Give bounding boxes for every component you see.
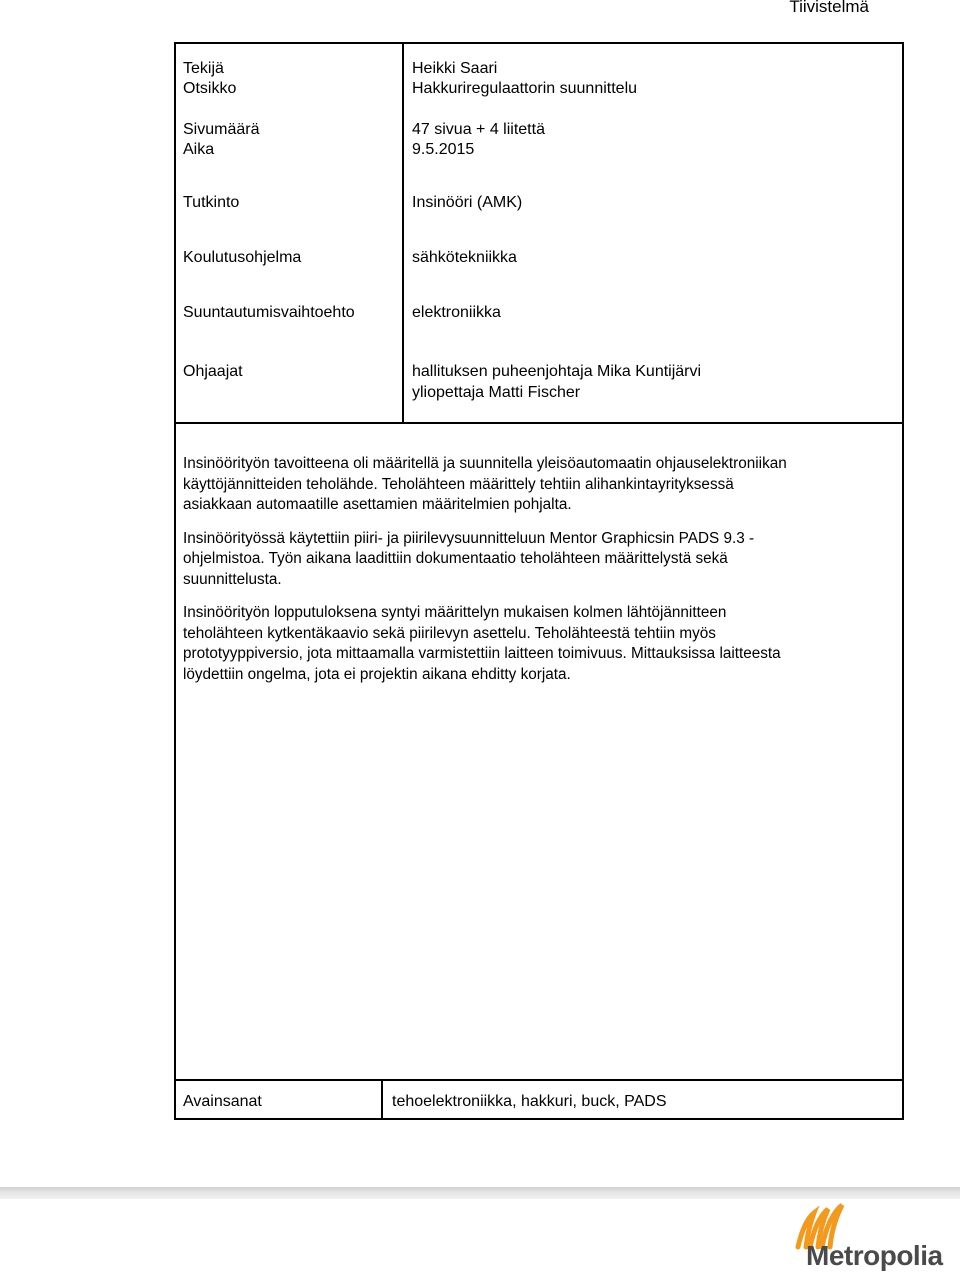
pages-value: 47 sivua + 4 liitettä <box>412 121 545 138</box>
meta-divider <box>174 422 904 424</box>
abstract-paragraph-3 <box>183 603 895 685</box>
abstract-line: prototyyppiversio, jota mittaamalla varmistettiin laitteen toimivuus. Mittauksissa laitteesta <box>183 645 781 662</box>
date-label: Aika <box>183 141 215 158</box>
abstract-line: löydettiin ongelma, jota ei projektin aikana ehditty korjata. <box>183 665 571 683</box>
keywords-divider <box>174 1079 904 1081</box>
abstract-line: Insinöörityön lopputuloksena syntyi määrittelyn mukaisen kolmen lähtöjännitteen <box>183 604 727 621</box>
abstract-line: käyttöjännitteiden teholähde. Teholähteen määrittely tehtiin alihankintayrityksessä <box>183 475 734 493</box>
author-label: Tekijä <box>183 60 224 77</box>
abstract-paragraph-1 <box>183 454 895 516</box>
specialisation-label: Suuntautumisvaihtoehto <box>183 304 355 321</box>
degree-label: Tutkinto <box>183 194 240 211</box>
abstract-line: teholähteen kytkentäkaavio sekä piirilevyn asettelu. Teholähteestä tehtiin myös <box>183 624 716 642</box>
date-value: 9.5.2015 <box>412 141 475 158</box>
footer-rule <box>0 1187 960 1199</box>
supervisor-2: yliopettaja Matti Fischer <box>412 384 581 401</box>
abstract-line: Insinöörityön tavoitteena oli määritellä ja suunnitella yleisöautomaatin ohjauselektroniikan <box>183 455 787 472</box>
abstract-line: ohjelmistoa. Työn aikana laadittiin dokumentaatio teholähteen määrittelystä sekä <box>183 550 728 567</box>
keywords-column-divider <box>381 1079 383 1120</box>
metropolia-logo-text: Metropolia <box>806 1240 943 1271</box>
degree-value: Insinööri (AMK) <box>412 194 523 211</box>
abstract-line: suunnittelusta. <box>183 570 282 588</box>
specialisation-value: elektroniikka <box>412 304 501 321</box>
page-header-title: Tiivistelmä <box>789 0 869 16</box>
supervisor-1: hallituksen puheenjohtaja Mika Kuntijärvi <box>412 363 702 380</box>
title-value: Hakkuriregulaattorin suunnittelu <box>412 80 638 97</box>
author-value: Heikki Saari <box>412 60 498 77</box>
column-divider <box>402 42 404 424</box>
abstract-paragraph-2 <box>183 529 895 591</box>
abstract-line: asiakkaan automaatille asettamien määritelmien pohjalta. <box>183 496 572 513</box>
keywords-label: Avainsanat <box>183 1093 262 1110</box>
supervisors-label: Ohjaajat <box>183 363 243 380</box>
abstract-body <box>183 454 895 698</box>
pages-label: Sivumäärä <box>183 121 260 138</box>
abstract-line: Insinöörityössä käytettiin piiri- ja piirilevysuunnitteluun Mentor Graphicsin PADS 9.3 - <box>183 529 755 547</box>
programme-label: Koulutusohjelma <box>183 249 302 266</box>
title-label: Otsikko <box>183 80 237 97</box>
keywords-value: tehoelektroniikka, hakkuri, buck, PADS <box>392 1093 667 1110</box>
programme-value: sähkötekniikka <box>412 249 517 266</box>
